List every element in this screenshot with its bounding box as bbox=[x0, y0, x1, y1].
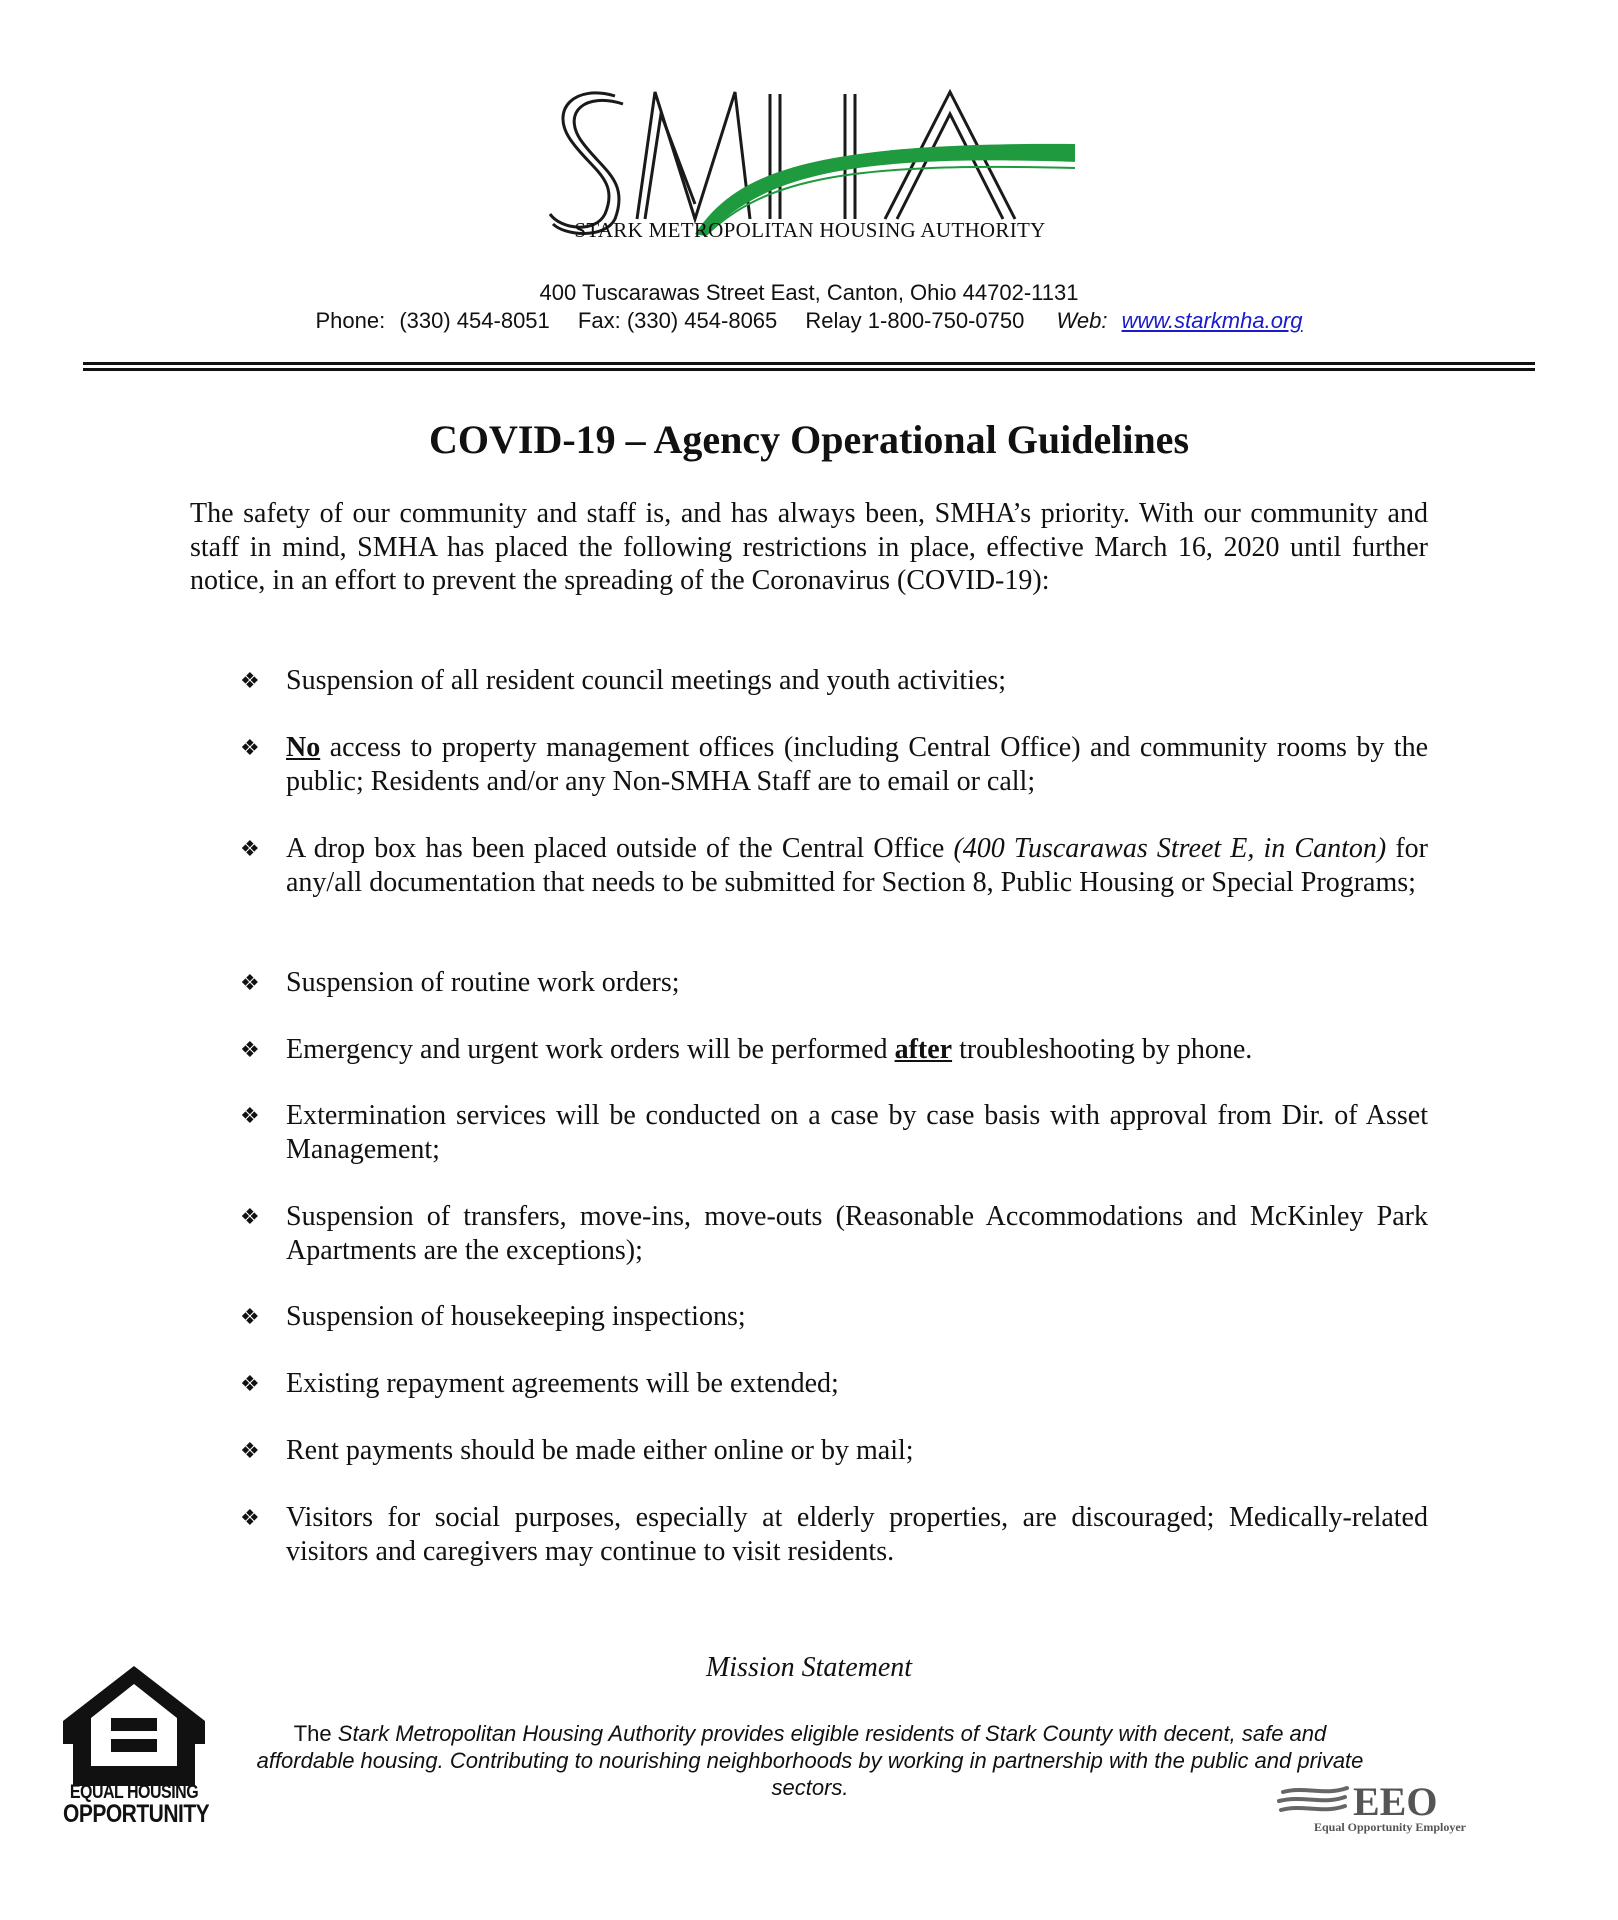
list-item-text: access to property management offices (including Central Office) and community rooms by the public; Residents and/or any Non-SMHA Staff are to email or call; bbox=[286, 732, 1428, 797]
logo-tagline: STARK METROPOLITAN HOUSING AUTHORITY bbox=[574, 218, 1046, 242]
list-item-text: Suspension of routine work orders; bbox=[286, 967, 680, 998]
relay-label: Relay bbox=[805, 308, 862, 333]
eeo-subtitle: Equal Opportunity Employer bbox=[1313, 1820, 1467, 1834]
list-item-text: Suspension of housekeeping inspections; bbox=[286, 1301, 746, 1332]
emphasis-no: No bbox=[286, 732, 321, 763]
flag-stripes-icon bbox=[1279, 1788, 1347, 1810]
drop-box-address: (400 Tuscarawas Street E, in Canton) bbox=[953, 833, 1387, 864]
list-item bbox=[240, 1434, 1428, 1468]
list-item-text: Existing repayment agreements will be extended; bbox=[286, 1368, 839, 1399]
four-diamond-bullet-icon: ❖ bbox=[240, 1103, 260, 1128]
four-diamond-bullet-icon: ❖ bbox=[240, 1438, 260, 1463]
four-diamond-bullet-icon: ❖ bbox=[240, 1304, 260, 1329]
phone-number: (330) 454-8051 bbox=[399, 308, 550, 333]
list-item-text: Suspension of all resident council meetings and youth activities; bbox=[286, 665, 1007, 696]
list-item-text-cont: troubleshooting by phone. bbox=[952, 1034, 1253, 1065]
four-diamond-bullet-icon: ❖ bbox=[240, 1505, 260, 1530]
emphasis-after: after bbox=[894, 1034, 953, 1065]
list-item bbox=[240, 966, 1428, 1000]
list-item bbox=[240, 1300, 1428, 1334]
address-line: 400 Tuscarawas Street East, Canton, Ohio 44702-1131 bbox=[539, 280, 1079, 305]
list-item bbox=[240, 832, 1428, 899]
list-item-text: A drop box has been placed outside of the Central Office bbox=[286, 833, 954, 864]
list-item-text: Extermination services will be conducted on a case by case basis with approval from Dir. of Asset Management; bbox=[286, 1100, 1428, 1165]
mission-prefix: The bbox=[293, 1721, 332, 1746]
list-item bbox=[240, 1367, 1428, 1401]
list-item bbox=[240, 1200, 1428, 1267]
list-item-text: Rent payments should be made either online or by mail; bbox=[286, 1435, 914, 1466]
equal-housing-house-icon bbox=[63, 1666, 205, 1786]
list-item bbox=[240, 664, 1428, 698]
fax-number: (330) 454-8065 bbox=[626, 308, 778, 333]
opportunity-label: OPPORTUNITY bbox=[63, 1800, 210, 1829]
header-rule-bottom bbox=[83, 368, 1535, 371]
list-item bbox=[240, 731, 1428, 798]
intro-paragraph: The safety of our community and staff is, and has always been, SMHA’s priority. With our community and staff in mind, SMHA has placed the following restrictions in place, effective March 16, 2020 until further notice, in an effort to prevent the spreading of the Coronavirus (COVID-19): bbox=[190, 498, 1428, 596]
four-diamond-bullet-icon: ❖ bbox=[240, 1371, 260, 1396]
eeo-mark: EEO bbox=[1353, 1782, 1438, 1818]
eeo-logo bbox=[1275, 1782, 1505, 1818]
website-link[interactable]: www.starkmha.org bbox=[1121, 308, 1303, 333]
header-rule-top bbox=[83, 362, 1535, 365]
list-item-text: Emergency and urgent work orders will be performed bbox=[286, 1034, 895, 1065]
four-diamond-bullet-icon: ❖ bbox=[240, 1204, 260, 1229]
mission-statement bbox=[250, 1720, 1370, 1801]
contact-line bbox=[0, 308, 1618, 334]
list-item-text: Suspension of transfers, move-ins, move-outs (Reasonable Accommodations and McKinley Park Apartments are the exceptions); bbox=[286, 1201, 1428, 1266]
mission-body: Stark Metropolitan Housing Authority provides eligible residents of Stark County with decent, safe and affordable housing. Contributing to nourishing neighborhoods by working in partnership with the public and private sectors. bbox=[256, 1721, 1364, 1800]
list-item-text: Visitors for social purposes, especially at elderly properties, are discouraged; Medically-related visitors and caregivers may continue to visit residents. bbox=[286, 1502, 1428, 1567]
four-diamond-bullet-icon: ❖ bbox=[240, 668, 260, 693]
list-item bbox=[240, 1099, 1428, 1166]
list-item bbox=[240, 1501, 1428, 1568]
list-item-text-cont: for any/all documentation that needs to be submitted for Section 8, Public Housing or Special Programs; bbox=[286, 833, 1428, 898]
phone-label: Phone: bbox=[315, 308, 386, 333]
mission-heading: Mission Statement bbox=[705, 1652, 913, 1683]
equal-housing-label: EQUAL HOUSING bbox=[69, 1782, 199, 1803]
four-diamond-bullet-icon: ❖ bbox=[240, 970, 260, 995]
four-diamond-bullet-icon: ❖ bbox=[240, 1037, 260, 1062]
relay-number: 1-800-750-0750 bbox=[867, 308, 1025, 333]
fax-label: Fax: bbox=[577, 308, 621, 333]
list-item bbox=[240, 1033, 1428, 1067]
four-diamond-bullet-icon: ❖ bbox=[240, 735, 260, 760]
page-title: COVID-19 – Agency Operational Guidelines bbox=[428, 417, 1190, 462]
four-diamond-bullet-icon: ❖ bbox=[240, 836, 260, 861]
web-label: Web: bbox=[1056, 308, 1108, 333]
